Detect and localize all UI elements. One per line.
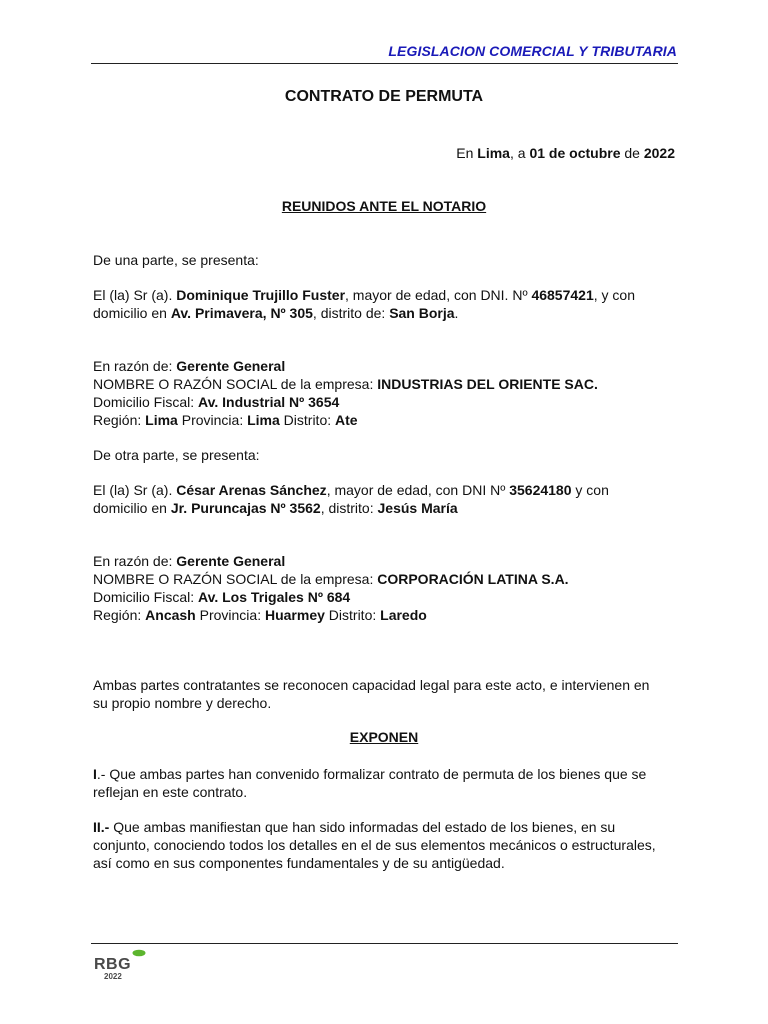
party1-intro: De una parte, se presenta: [93, 252, 259, 268]
logo-text: RBG [94, 956, 132, 973]
place-date: En Lima, a 01 de octubre de 2022 [456, 145, 675, 161]
party1-company-block: En razón de: Gerente General NOMBRE O RAZÓN SOCIAL de la empresa: INDUSTRIAS DEL ORIENTE SAC. Domicilio Fiscal: Av. Industrial Nº 3654 Región: Lima Provincia: Lima Distrito: Ate [93, 358, 598, 428]
header-divider [91, 63, 678, 64]
party2-intro: De otra parte, se presenta: [93, 447, 260, 463]
rbg-logo [94, 948, 154, 982]
party2-company-block: En razón de: Gerente General NOMBRE O RAZÓN SOCIAL de la empresa: CORPORACIÓN LATINA S.A. Domicilio Fiscal: Av. Los Trigales Nº 684 Región: Ancash Provincia: Huarmey Distrito: Laredo [93, 553, 569, 623]
leaf-icon [132, 949, 146, 957]
party2-paragraph: El (la) Sr (a). César Arenas Sánchez, mayor de edad, con DNI Nº 35624180 y con domicilio en Jr. Puruncajas Nº 3562, distrito: Jesús María [93, 482, 609, 516]
logo-year: 2022 [104, 972, 122, 981]
clause-2: II.- Que ambas manifiestan que han sido informadas del estado de los bienes, en su conjunto, conociendo todos los detalles en el de sus elementos mecánicos o estructurales, así como en sus componentes fundamentales y de su antigüedad. [93, 819, 656, 871]
clause-1: I.- Que ambas partes han convenido formalizar contrato de permuta de los bienes que se reflejan en este contrato. [93, 766, 647, 800]
section-heading-reunidos: REUNIDOS ANTE EL NOTARIO [281, 198, 487, 214]
section-heading-exponen: EXPONEN [349, 729, 419, 745]
footer-divider [91, 943, 678, 944]
capacity-paragraph: Ambas partes contratantes se reconocen capacidad legal para este acto, e intervienen en su propio nombre y derecho. [93, 677, 650, 711]
header-title: LEGISLACION COMERCIAL Y TRIBUTARIA [388, 43, 677, 59]
party1-paragraph: El (la) Sr (a). Dominique Trujillo Fuster, mayor de edad, con DNI. Nº 46857421, y con domicilio en Av. Primavera, Nº 305, distrito de: San Borja. [93, 287, 635, 321]
document-title: CONTRATO DE PERMUTA [284, 88, 484, 105]
